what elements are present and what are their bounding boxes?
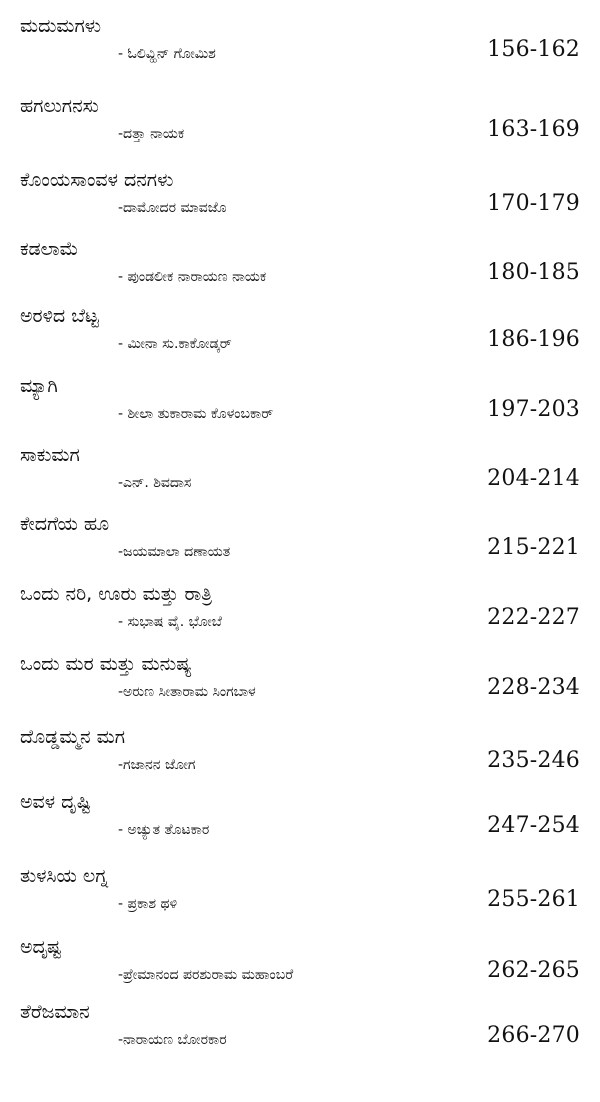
story-title: ಮದುಮಗಳು xyxy=(20,15,102,37)
page-range: 262-265 xyxy=(487,958,580,983)
page-range: 215-221 xyxy=(487,535,580,560)
toc-entry xyxy=(0,94,600,164)
story-title: ಅರಳಿದ ಬೆಟ್ಟ xyxy=(20,305,99,327)
toc-entry xyxy=(0,652,600,722)
page-range: 255-261 xyxy=(487,887,580,912)
toc-entry xyxy=(0,582,600,652)
story-title: ತುಳಸಿಯ ಲಗ್ನ xyxy=(20,865,109,887)
story-title: ಕೇದಗೆಯ ಹೂ xyxy=(20,513,110,535)
story-title: ಕಡಲಾಮೆ xyxy=(20,238,79,260)
toc-entry xyxy=(0,304,600,374)
page-range: 266-270 xyxy=(487,1023,580,1048)
story-author: - ಮೀನಾ ಸು.ಕಾಕೋಡ್ಕರ್ xyxy=(118,336,232,352)
page-range: 197-203 xyxy=(487,397,580,422)
story-author: -ದಾಮೋದರ ಮಾವಜೊ xyxy=(118,200,227,216)
story-author: -ನಾರಾಯಣ ಬೋರಕಾರ xyxy=(118,1032,227,1048)
toc-entry xyxy=(0,1000,600,1070)
story-title: ತೆರೆಜಮಾನ xyxy=(20,1001,90,1023)
story-author: - ಪುಂಡಲೀಕ ನಾರಾಯಣ ನಾಯಕ xyxy=(118,269,267,285)
toc-entry xyxy=(0,790,600,860)
page-range: 228-234 xyxy=(487,675,580,700)
story-author: -ಪ್ರೇಮಾನಂದ ಪರಶುರಾಮ ಮಹಾಂಬರೆ xyxy=(118,967,294,983)
story-title: ಸಾಕುಮಗ xyxy=(20,444,80,466)
story-title: ಹಗಲುಗನಸು xyxy=(20,95,99,117)
page-range: 180-185 xyxy=(487,260,580,285)
story-author: -ಎನ್. ಶಿವದಾಸ xyxy=(118,475,192,491)
story-author: -ಗಜಾನನ ಜೋಗ xyxy=(118,757,196,773)
story-author: -ಅರುಣ ಸೀತಾರಾಮ ಸಿಂಗಬಾಳ xyxy=(118,684,256,700)
page-range: 186-196 xyxy=(487,327,580,352)
story-title: ಮ್ಯಾಗಿ xyxy=(20,375,58,397)
page-range: 235-246 xyxy=(487,748,580,773)
toc-entry xyxy=(0,935,600,1005)
page-range: 156-162 xyxy=(487,37,580,62)
story-author: - ಅಚ್ಯುತ ತೊಟಕಾರ xyxy=(118,822,210,838)
page-range: 222-227 xyxy=(487,605,580,630)
toc-entry xyxy=(0,864,600,934)
story-title: ಕೊಂಯಸಾಂವಳ ದನಗಳು xyxy=(20,169,174,191)
page-range: 163-169 xyxy=(487,117,580,142)
page-range: 170-179 xyxy=(487,191,580,216)
story-author: - ಸುಭಾಷ ವೈ. ಭೋಬೆ xyxy=(118,614,222,630)
story-author: -ಜಯಮಾಲಾ ದಣಾಯತ xyxy=(118,544,231,560)
story-title: ಅವಳ ದೃಷ್ಟಿ xyxy=(20,791,92,813)
story-title: ಒಂದು ನರಿ, ಊರು ಮತ್ತು ರಾತ್ರಿ xyxy=(20,583,213,605)
story-title: ಅದೃಷ್ಟ xyxy=(20,936,62,958)
story-author: -ದತ್ತಾ ನಾಯಕ xyxy=(118,126,185,142)
story-title: ಒಂದು ಮರ ಮತ್ತು ಮನುಷ್ಯ xyxy=(20,653,192,675)
toc-entry xyxy=(0,168,600,238)
story-author: - ಶೀಲಾ ತುಕಾರಾಮ ಕೊಳಂಬಕಾರ್ xyxy=(118,406,274,422)
story-author: - ಪ್ರಕಾಶ ಥಳಿ xyxy=(118,896,178,912)
toc-entry xyxy=(0,14,600,84)
toc-entry xyxy=(0,725,600,795)
toc-entry xyxy=(0,443,600,513)
toc-entry xyxy=(0,512,600,582)
page-range: 204-214 xyxy=(487,466,580,491)
story-author: - ಓಲಿವ್ಹಿನ್ ಗೋಮಿಶ xyxy=(118,46,216,62)
story-title: ದೊಡ್ಡಮ್ಮನ ಮಗ xyxy=(20,726,126,748)
toc-entry xyxy=(0,237,600,307)
page-range: 247-254 xyxy=(487,813,580,838)
toc-entry xyxy=(0,374,600,444)
